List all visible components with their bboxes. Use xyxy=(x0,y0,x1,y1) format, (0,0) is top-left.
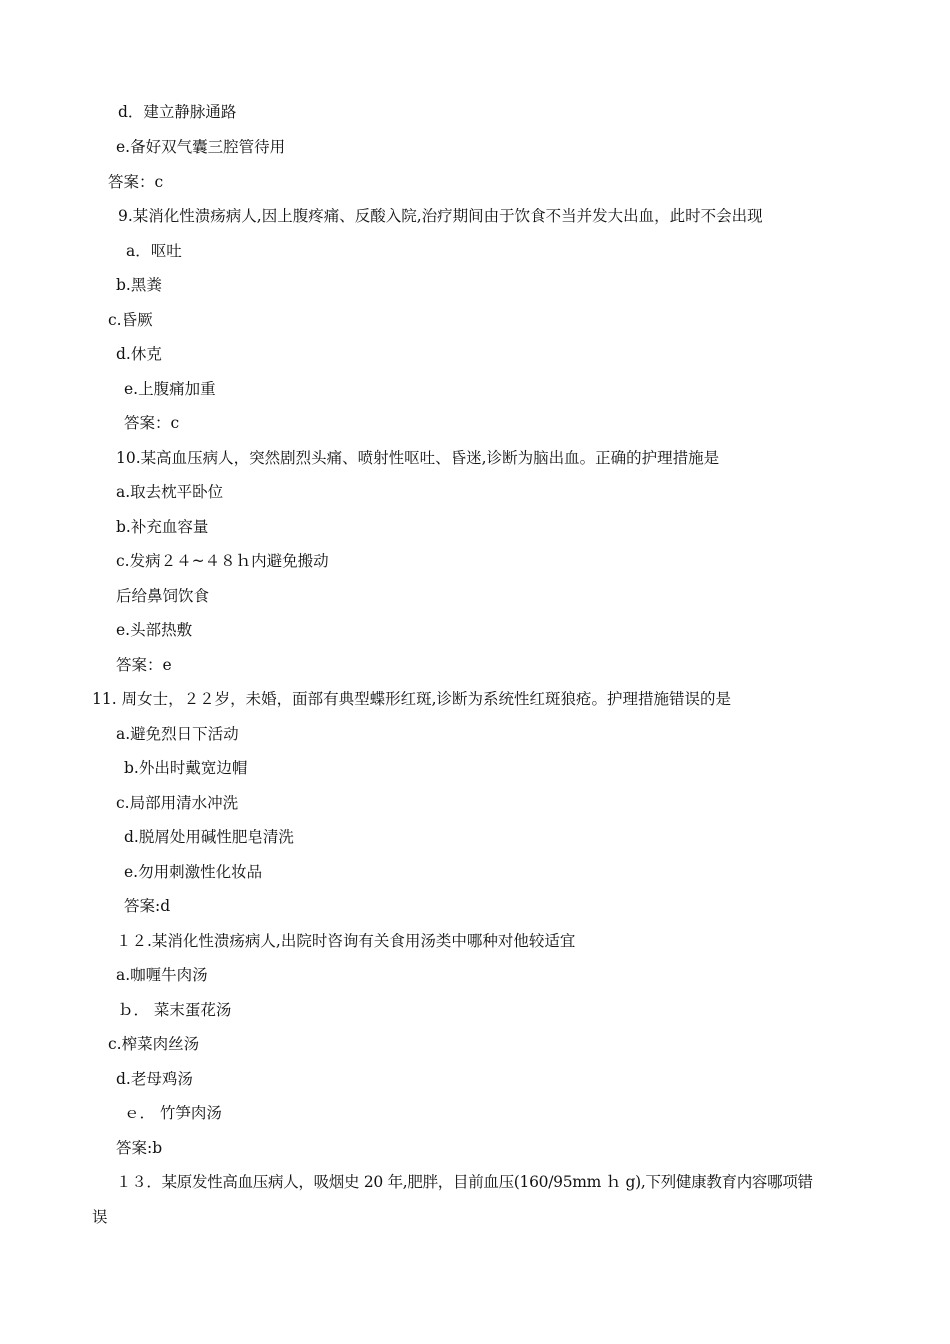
question-10: 10.某高血压病人，突然剧烈头痛、喷射性呕吐、昏迷,诊断为脑出血。正确的护理措施是 xyxy=(116,449,720,467)
question-12: １２.某消化性溃疡病人,出院时咨询有关食用汤类中哪种对他较适宜 xyxy=(116,932,576,950)
option-d-line: d.老母鸡汤 xyxy=(116,1070,193,1088)
option-c-line: c.昏厥 xyxy=(108,311,153,329)
option-b-line: ｂ． 菜末蛋花汤 xyxy=(118,1001,232,1019)
option-a-line: a．呕吐 xyxy=(126,242,182,260)
option-e-line: e.头部热敷 xyxy=(116,621,193,639)
option-e-line: ｅ． 竹笋肉汤 xyxy=(124,1104,222,1122)
option-a-line: a.避免烈日下活动 xyxy=(116,725,239,743)
option-c-line: c.榨菜肉丝汤 xyxy=(108,1035,200,1053)
question-13: １３．某原发性高血压病人，吸烟史 20 年,肥胖，目前血压(160/95mm ｈ g),下列健康教育内容哪项错 xyxy=(116,1173,813,1191)
option-d-line: d.休克 xyxy=(116,345,162,363)
answer-line: 答案:b xyxy=(116,1139,163,1157)
question-13-continuation: 误 xyxy=(92,1208,108,1226)
option-b-line: b.补充血容量 xyxy=(116,518,209,536)
option-d-continuation-line: 后给鼻饲饮食 xyxy=(116,587,210,605)
option-b-line: b.外出时戴宽边帽 xyxy=(124,759,248,777)
option-d-line: d.脱屑处用碱性肥皂清洗 xyxy=(124,828,294,846)
option-a-line: a.咖喱牛肉汤 xyxy=(116,966,208,984)
answer-line: 答案：e xyxy=(116,656,172,674)
option-d-line: d．建立静脉通路 xyxy=(118,103,237,121)
option-c-line: c.发病２４~４８ｈ内避免搬动 xyxy=(116,552,329,570)
answer-line: 答案：c xyxy=(108,173,164,191)
answer-line: 答案:d xyxy=(124,897,171,915)
answer-line: 答案：c xyxy=(124,414,180,432)
question-11: 11. 周女士，２２岁，未婚，面部有典型蝶形红斑,诊断为系统性红斑狼疮。护理措施错误的是 xyxy=(92,690,732,708)
option-a-line: a.取去枕平卧位 xyxy=(116,483,224,501)
question-9: 9.某消化性溃疡病人,因上腹疼痛、反酸入院,治疗期间由于饮食不当并发大出血，此时不会出现 xyxy=(118,207,763,225)
option-c-line: c.局部用清水冲洗 xyxy=(116,794,239,812)
option-b-line: b.黑粪 xyxy=(116,276,162,294)
option-e-line: e.上腹痛加重 xyxy=(124,380,216,398)
option-e-line: e.勿用刺激性化妆品 xyxy=(124,863,263,881)
option-e-line: e.备好双气囊三腔管待用 xyxy=(116,138,286,156)
